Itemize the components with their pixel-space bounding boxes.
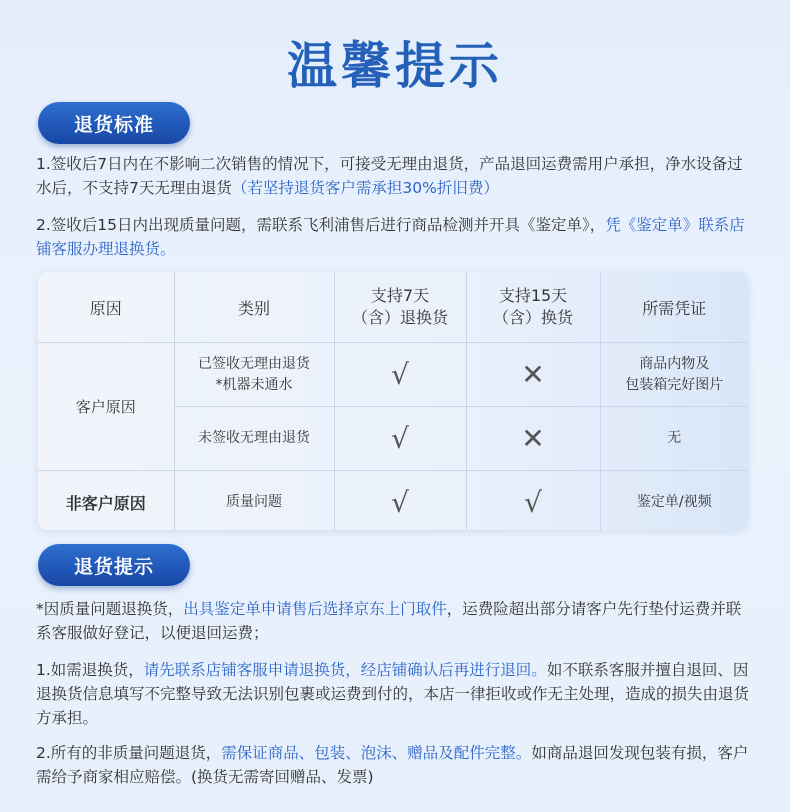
- row-proof: 商品内物及 包装箱完好图片: [600, 343, 748, 407]
- header-15day: 支持15天 （含）换货: [466, 272, 600, 343]
- header-proof: 所需凭证: [600, 272, 748, 343]
- reason-non-customer: 非客户原因: [38, 471, 174, 531]
- header-category: 类别: [174, 272, 334, 343]
- section-label-return-standard: 退货标准: [38, 102, 190, 144]
- standard-paragraph-2: [36, 213, 754, 261]
- tip-paragraph-2: [36, 658, 754, 730]
- row-category: 未签收无理由退货: [174, 407, 334, 471]
- tip2-highlight: 请先联系店铺客服申请退换货，经店铺确认后再进行退回。: [143, 661, 547, 679]
- cross-icon: ✕: [466, 407, 600, 471]
- standard-p1-highlight: （若坚持退货客户需承担30%折旧费）: [231, 179, 499, 197]
- section-label-return-tips: 退货提示: [38, 544, 190, 586]
- row-proof: 鉴定单/视频: [600, 471, 748, 531]
- header-reason: 原因: [38, 272, 174, 343]
- row-proof: 无: [600, 407, 748, 471]
- tip3-highlight: 需保证商品、包装、泡沫、赠品及配件完整。: [221, 744, 532, 762]
- cross-icon: ✕: [466, 343, 600, 407]
- table-header-row: [38, 272, 748, 343]
- tip1-highlight: 出具鉴定单申请售后选择京东上门取件: [183, 600, 447, 618]
- standard-p2-highlight: 凭《鉴定单》联系店铺客服办理退换货。: [36, 216, 745, 258]
- tip3-text-a: 2.所有的非质量问题退货，: [36, 744, 222, 762]
- check-icon: √: [334, 471, 466, 531]
- tip2-text-c: 如不联系客服并擅自退回、因退换货信息填写不完整导致无法识别包裹或运费到付的，本店一律拒收或作无主处理，造成的损失由退货方承担。: [36, 661, 750, 727]
- table-row: [38, 471, 748, 531]
- row-category: 已签收无理由退货 *机器未通水: [174, 343, 334, 407]
- table-row: [38, 343, 748, 407]
- check-icon: √: [466, 471, 600, 531]
- reason-customer: 客户原因: [38, 343, 174, 471]
- standard-paragraph-1: [36, 152, 754, 200]
- tip2-text-a: 1.如需退换货，: [36, 661, 144, 679]
- standard-p1-text: 1.签收后7日内在不影响二次销售的情况下，可接受无理由退货，产品退回运费需用户承担，净水设备过水后，不支持7天无理由退货: [36, 155, 743, 197]
- return-policy-table: [38, 272, 748, 530]
- standard-p2-text: 2.签收后15日内出现质量问题，需联系飞利浦售后进行商品检测并开具《鉴定单》，: [36, 216, 606, 234]
- tip-paragraph-1: [36, 597, 754, 645]
- header-7day: 支持7天 （含）退换货: [334, 272, 466, 343]
- tip1-text-a: *因质量问题退换货，: [36, 600, 184, 618]
- check-icon: √: [334, 343, 466, 407]
- row-category: 质量问题: [174, 471, 334, 531]
- page-title: 温馨提示: [287, 37, 503, 95]
- tip3-text-c: 如商品退回发现包装有损，客户需给予商家相应赔偿。(换货无需寄回赠品、发票): [36, 744, 749, 786]
- check-icon: √: [334, 407, 466, 471]
- tip1-text-c: ，运费险超出部分请客户先行垫付运费并联系客服做好登记，以便退回运费；: [36, 600, 742, 642]
- tip-paragraph-3: [36, 741, 754, 789]
